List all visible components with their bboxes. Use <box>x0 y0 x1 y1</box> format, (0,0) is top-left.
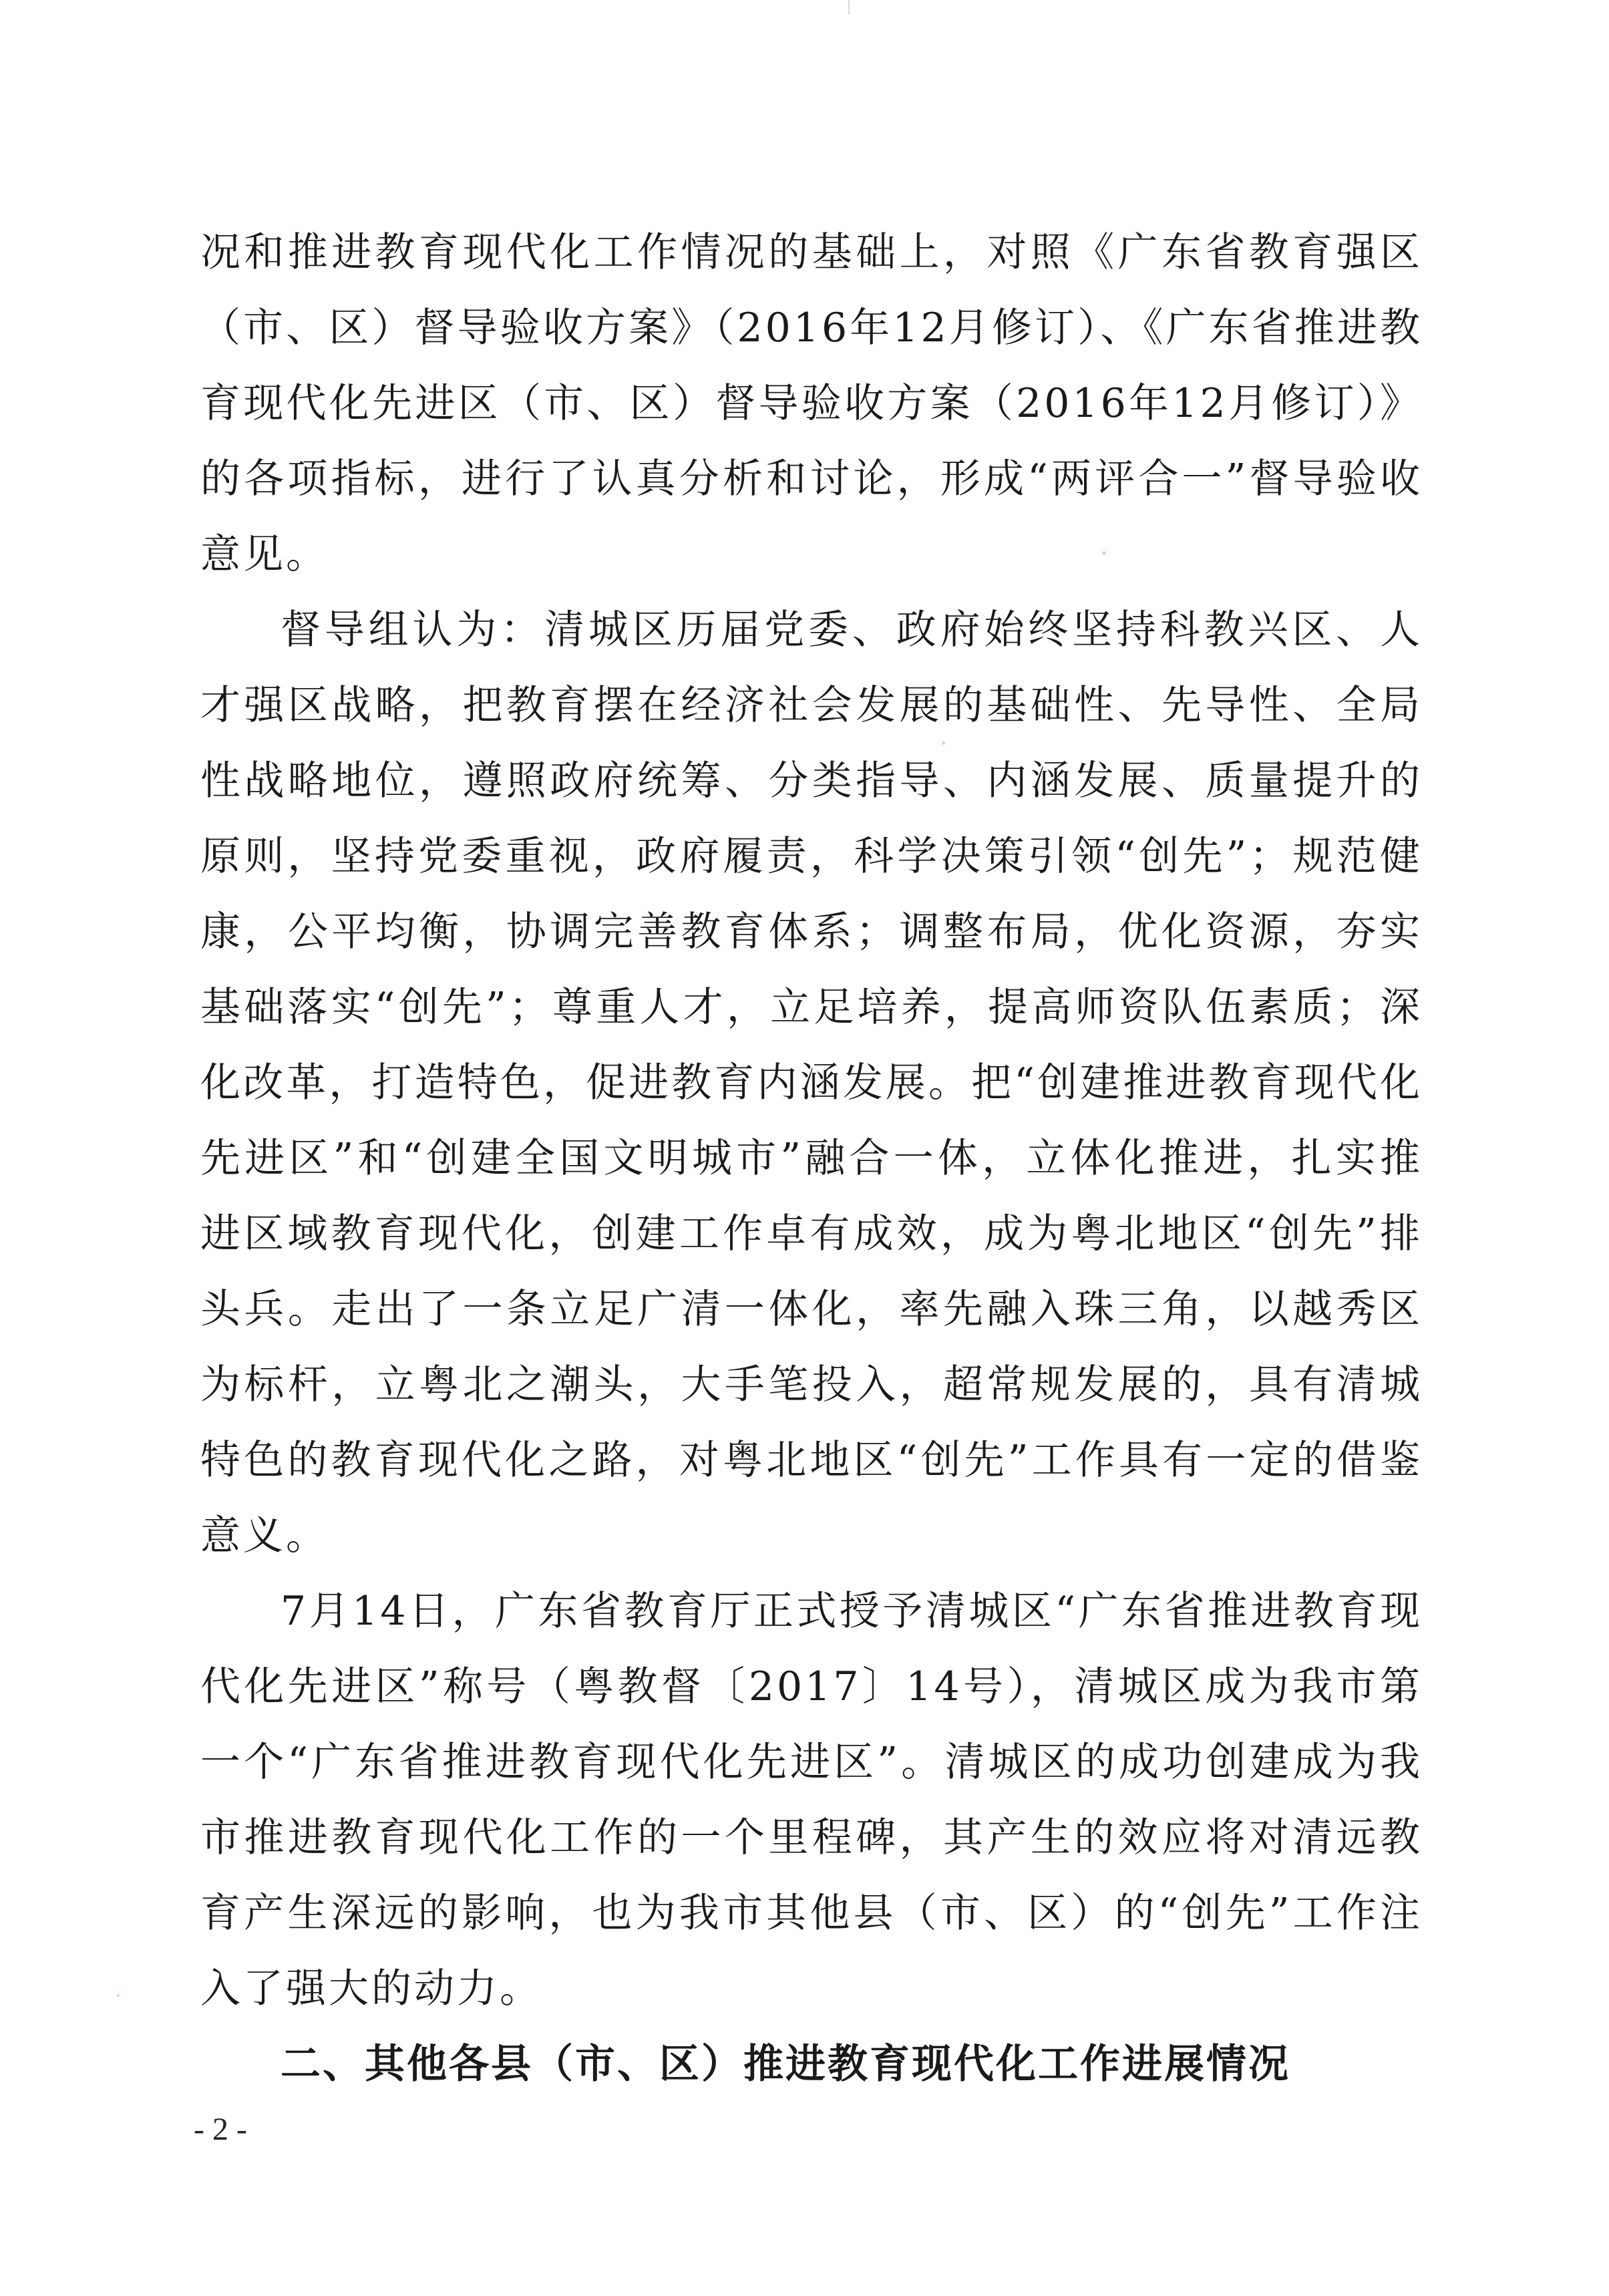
scan-speck <box>942 742 945 745</box>
section-heading: 二、其他各县（市、区）推进教育现代化工作进展情况 <box>281 2041 1290 2088</box>
page-number: - 2 - <box>194 2112 247 2147</box>
paragraph-supervision-opinion: 督导组认为：清城区历届党委、政府始终坚持科教兴区、人才强区战略，把教育摆在经济社会发展的基础性、先导性、全局性战略地位，遵照政府统筹、分类指导、内涵发展、质量提升的原则，坚持党委重视，政府履责，科学决策引领“创先”；规范健康，公平均衡，协调完善教育体系；调整布局，优化资源，夯实基础落实“创先”；尊重人才，立足培养，提高师资队伍素质；深化改革，打造特色，促进教育内涵发展。把“创建推进教育现代化先进区”和“创建全国文明城市”融合一体，立体化推进，扎实推进区域教育现代化，创建工作卓有成效，成为粤北地区“创先”排头兵。走出了一条立足广清一体化，率先融入珠三角，以越秀区为标杆，立粤北之潮头，大手笔投入，超常规发展的，具有清城特色的教育现代化之路，对粤北地区“创先”工作具有一定的借鉴意义。 <box>200 607 1423 1559</box>
paragraph-award-announcement: 7月14日，广东省教育厅正式授予清城区“广东省推进教育现代化先进区”称号（粤教督〔2017〕14号），清城区成为我市第一个“广东省推进教育现代化先进区”。清城区的成功创建成为我市推进教育现代化工作的一个里程碑，其产生的效应将对清远教育产生深远的影响，也为我市其他县（市、区）的“创先”工作注入了强大的动力。 <box>200 1588 1423 2012</box>
scan-speck <box>117 1994 120 1997</box>
scan-speck <box>1102 551 1106 555</box>
scan-edge-mark <box>848 0 850 15</box>
document-body <box>200 215 1423 2102</box>
paragraph-continuation: 况和推进教育现代化工作情况的基础上，对照《广东省教育强区（市、区）督导验收方案》（2016年12月修订）、《广东省推进教育现代化先进区（市、区）督导验收方案（2016年12月修订）》的各项指标，进行了认真分析和讨论，形成“两评合一”督导验收意见。 <box>200 229 1423 578</box>
